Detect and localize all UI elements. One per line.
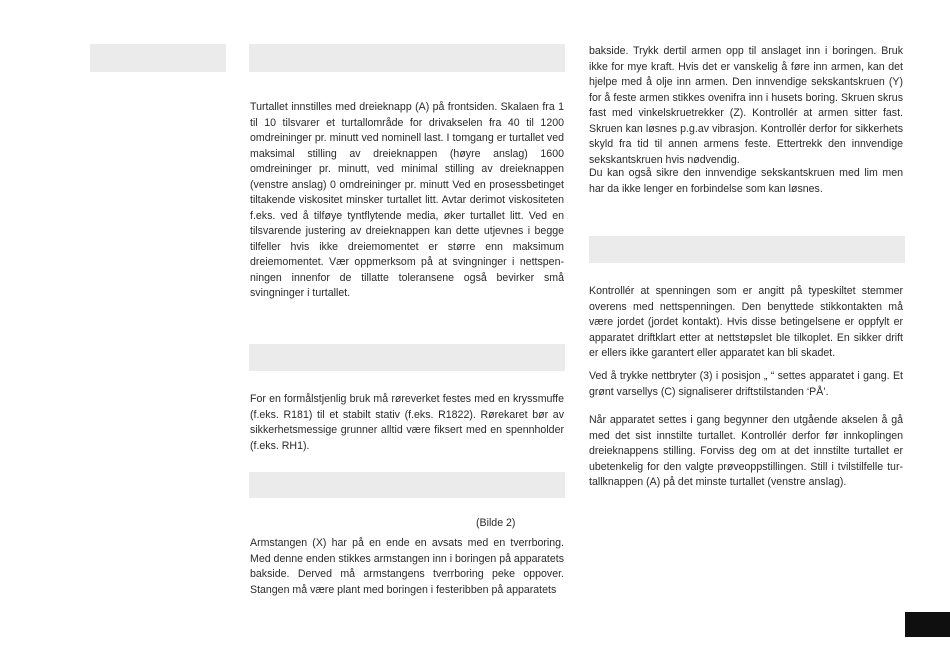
switch-paragraph: Ved å trykke nettbryter (3) i posisjon „ “ settes apparatet i gang. Et grønt varsellys (C) signaliserer driftstilstanden ‘PÅ’. [589, 370, 903, 398]
arm-continued-paragraph: bakside. Trykk dertil armen opp til anslaget inn i boringen. Bruk ikke for mye kraft. Hvis det er vanskelig å føre inn armen, kan det hjelpe med å olje inn armen. Den innvendige sekskantskruen (Y) for å feste armen stikkes ovenifra inn i husets boring. Skruen skrus fast med vinkelskruetrekker (Z). Kontrollér at armen sitter fast. Skruen kan løsnes p.g.av vibrasjon. Kontrollér derfor for sikkerhets skyld fra tid til annen armens feste. Ettertrekk den innvendige sekskantskruen hvis nødvendig. [589, 45, 903, 166]
mounting-heading-bar [249, 344, 565, 371]
mounting-paragraph: For en formålstjenlig bruk må røreverket festes med en kryssmuffe (f.eks. R181) til et stabilt stativ (f.eks. R1822). Rørekaret bør av sikkerhetsmessige grunner alltid være fiksert med en spennholder (f.eks. RH1). [250, 393, 564, 452]
startup-heading-bar [589, 236, 905, 263]
startup-paragraph: Når apparatet settes i gang begynner den utgående akselen å gå med det sist innstilte turtallet. Kontrollér derfor før innkoplingen dreieknappens stilling. Forviss deg om at det innstilte turtallet er ubetenkelig for den valgte prøveoppstillingen. Still i tvilstilfelle turtallknappen (A) på det minste turtallet (venstre anslag). [589, 414, 903, 488]
arm-paragraph: Armstangen (X) har på en ende en avsats med en tverrboring. Med denne enden stikkes armstangen inn i boringen på apparatets bakside. Derved må armstangens tverrboring peke oppover. Stangen må være plant med boringen i festeribben på apparatets [250, 537, 564, 596]
margin-heading-bar [90, 44, 226, 72]
speed-heading-bar [249, 44, 565, 72]
glue-paragraph: Du kan også sikre den innvendige sekskantskruen med lim men har da ikke lenger en forbindelse som kan løsnes. [589, 167, 903, 195]
arm-heading-bar [249, 472, 565, 498]
speed-paragraph: Turtallet innstilles med dreieknapp (A) på frontsiden. Skalaen fra 1 til 10 tilsvarer et turtallområde for drivakselen fra 40 til 1200 omdreininger pr. minutt ved nominell last. I tomgang er turtallet ved maksimal stilling av dreieknappen (høyre anslag) 1600 omdreininger pr. minutt, ved minimal stilling av dreieknappen (venstre anslag) 0 omdreininger pr. minutt Ved en prosessbetinget tiltakende viskositet minsker turtallet litt. Avtar derimot viskositeten f.eks. ved å tilføye tyntflytende media, øker turtallet litt. Ved en tilsvarende justering av dreieknappen kan dette utjevnes i begge tilfeller hvis ikke dreiemomentet er større enn maksimum dreiemomentet. Vær oppmerksom på at svingninger i nettspenningen innenfor de tillatte toleransene også bevirker små svingninger i turtallet. [250, 101, 564, 299]
figure-reference: (Bilde 2) [476, 517, 516, 529]
page-tab-marker [905, 612, 950, 637]
voltage-paragraph: Kontrollér at spenningen som er angitt på typeskiltet stemmer overens med nettspenningen. Den benyttede stikkontakten må være jordet (jordet kontakt). Hvis disse betingelsene er oppfylt er apparatet driftklart etter at nettstøpslet ble tilkoplet. En sikker drift er ellers ikke garantert eller apparatet kan bli skadet. [589, 285, 903, 359]
